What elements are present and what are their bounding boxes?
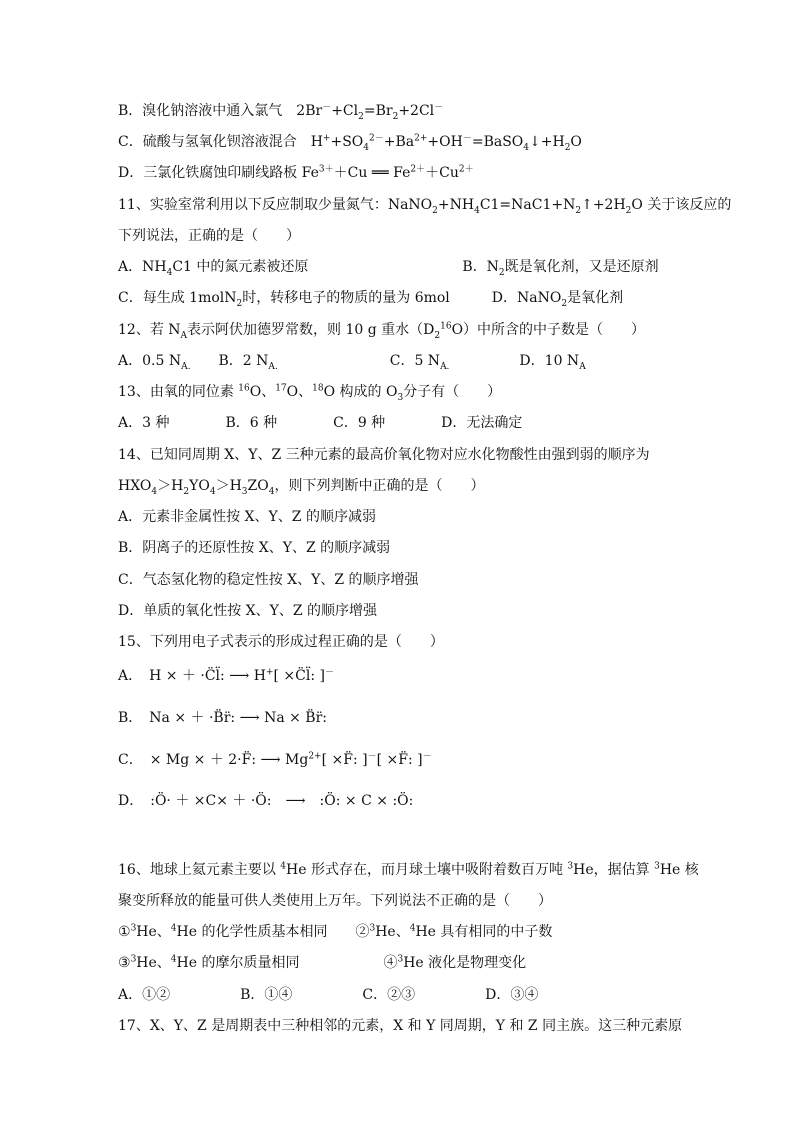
q13-options xyxy=(118,413,684,433)
q12-opts-text-0: A．0.5 N xyxy=(118,353,182,369)
q10-c-text-8: － xyxy=(462,133,472,144)
q11-stem-text-2: +NH xyxy=(437,197,475,213)
q15-a-text-1: + xyxy=(265,667,274,678)
q10-c-text-13: O xyxy=(570,134,582,150)
q11-stem-text-3: 4 xyxy=(474,205,480,216)
q11-cd-text-1: 2 xyxy=(236,298,243,309)
q12-options xyxy=(118,351,684,371)
q11-options-cd xyxy=(118,288,684,308)
q16-s12-text-6: He、 xyxy=(375,924,410,940)
q14-stem2-text-4: YO xyxy=(189,478,210,494)
q11-stem-text-8: O 关于该反应的 xyxy=(631,197,732,213)
q14-stem2-text-8: ZO xyxy=(247,478,269,494)
q11-stem-text-5: 2 xyxy=(575,205,582,216)
q16-statements-3-4 xyxy=(118,953,684,973)
q17-stem-text-0: 17、X、Y、Z 是周期表中三种相邻的元素，X 和 Y 同周期，Y 和 Z 同主族。这三种元素原 xyxy=(118,1018,683,1034)
q11-cd-text-3: 2 xyxy=(561,298,568,309)
q16-s12-text-1: 3 xyxy=(130,923,137,934)
q14-a-text-0: A．元素非金属性按 X、Y、Z 的顺序减弱 xyxy=(118,509,376,525)
q16-stem-text-1: 4 xyxy=(280,861,286,872)
q14-stem2-text-3: 2 xyxy=(183,486,190,497)
q16-s34-text-0: ③ xyxy=(118,955,131,971)
q10-d-text-5: 2＋ xyxy=(458,164,474,175)
q11-ab-text-2: C1 中的氮元素被还原 B．N xyxy=(172,259,499,275)
q15-a-text-2: [ ×C̈l̈: ] xyxy=(273,668,325,684)
q14-option-b xyxy=(118,538,684,558)
q11-ab-text-3: 2 xyxy=(498,267,505,278)
q11-stem-text-0: 11、实验室常利用以下反应制取少量氮气：NaNO xyxy=(118,197,433,213)
q15-stem-text-0: 15、下列用电子式表示的形成过程正确的是（ ） xyxy=(118,634,444,650)
q12-stem-text-1: A xyxy=(180,330,188,341)
q13-stem-text-2: O、 xyxy=(249,384,276,400)
q14-d-text-0: D．单质的氧化性按 X、Y、Z 的顺序增强 xyxy=(118,603,378,619)
q10-option-c xyxy=(118,132,684,152)
q11-cd-text-4: 是氧化剂 xyxy=(567,290,624,306)
q16-s12-text-8: He 具有相同的中子数 xyxy=(415,924,553,940)
q10-c-text-6: 2+ xyxy=(414,133,428,144)
q17-stem xyxy=(118,1016,684,1036)
q10-b-text-4: =Br xyxy=(363,103,393,119)
q15-c-text-1: 2+ xyxy=(308,751,322,762)
q10-b-text-5: 2 xyxy=(392,111,399,122)
q10-d-text-2: ＋Cu ══ Fe xyxy=(333,165,411,181)
q14-c-text-0: C．气态氢化物的稳定性按 X、Y、Z 的顺序增强 xyxy=(118,572,419,588)
q10-c-text-9: =BaSO xyxy=(471,134,524,150)
q13-stem xyxy=(118,382,684,402)
q15-option-b xyxy=(118,708,684,728)
q11-cd-text-2: 时，转移电子的物质的量为 6mol D．NaNO xyxy=(242,290,562,306)
q16-statements-1-2 xyxy=(118,922,684,942)
q16-s34-text-5: 3 xyxy=(397,954,404,965)
q15-a-text-0: A． H × ＋ ·C̈l̈: ⟶ H xyxy=(118,668,266,684)
q16-stem-text-0: 16、地球上氦元素主要以 xyxy=(118,862,281,878)
q16-opts-text-0: A．①② B．①④ C．②③ D．③④ xyxy=(118,987,539,1003)
q16-s34-text-6: He 液化是物理变化 xyxy=(403,955,527,971)
q15-c-text-4: [ ×F̈: ] xyxy=(376,752,423,768)
q11-cd-text-0: C．每生成 1molN xyxy=(118,290,237,306)
q13-stem-text-5: 18 xyxy=(312,383,324,394)
q16-s12-text-0: ① xyxy=(118,924,131,940)
q15-c-text-3: － xyxy=(367,751,377,762)
q16-stem-text-3: 3 xyxy=(567,861,574,872)
q15-option-c xyxy=(118,750,684,770)
q11-options-ab xyxy=(118,257,684,277)
q12-opts-text-6: D．10 N xyxy=(449,353,580,369)
q13-opts-text-0: A．3 种 B．6 种 C．9 种 D．无法确定 xyxy=(118,415,523,431)
q10-b-text-2: +Cl xyxy=(331,103,359,119)
q16-s12-text-4: He 的化学性质基本相同 ② xyxy=(176,924,370,940)
q14-stem2-text-10: ，则下列判断中正确的是（ ） xyxy=(274,478,485,494)
q16-options xyxy=(118,985,684,1005)
q10-option-d xyxy=(118,163,684,183)
q15-d-text-0: D． :Ö· ＋ ×C× ＋ ·Ö: ⟶ :Ö: × C × :Ö: xyxy=(118,793,414,809)
q14-stem2-text-6: ＞H xyxy=(215,478,242,494)
q12-opts-text-5: A. xyxy=(440,361,450,372)
q14-stem-text-0: 14、已知同周期 X、Y、Z 三种元素的最高价氧化物对应水化物酸性由强到弱的顺序为 xyxy=(118,447,650,463)
q11-stem-text-6: ↑+2H xyxy=(581,197,626,213)
q10-c-text-10: 4 xyxy=(523,142,530,153)
q14-stem2-text-5: 4 xyxy=(209,486,216,497)
q11-stem-text-1: 2 xyxy=(432,205,438,216)
q13-stem-text-7: 3 xyxy=(397,392,404,403)
q14-stem2-text-2: ＞H xyxy=(157,478,184,494)
q10-c-text-5: +Ba xyxy=(383,134,415,150)
q13-stem-text-0: 13、由氧的同位素 xyxy=(118,384,239,400)
q13-stem-text-6: O 构成的 O xyxy=(323,384,398,400)
q16-s34-text-4: He 的摩尔质量相同 ④ xyxy=(176,955,398,971)
q12-stem-text-4: 16 xyxy=(440,321,452,332)
q12-stem-text-2: 表示阿伏加德罗常数，则 10 g 重水（D xyxy=(187,322,435,338)
q13-stem-text-8: 分子有（ ） xyxy=(403,384,502,400)
q10-c-text-3: 4 xyxy=(363,142,370,153)
q14-stem2-text-7: 3 xyxy=(241,486,248,497)
q15-option-a xyxy=(118,666,684,686)
q11-stem2-text-0: 下列说法，正确的是（ ） xyxy=(118,228,300,244)
q10-b-text-3: 2 xyxy=(358,111,364,122)
q12-opts-text-7: A xyxy=(579,361,586,372)
q12-stem-text-3: 2 xyxy=(434,330,441,341)
q11-ab-text-4: 既是氧化剂，又是还原剂 xyxy=(504,259,659,275)
q14-b-text-0: B．阴离子的还原性按 X、Y、Z 的顺序减弱 xyxy=(118,540,391,556)
q11-stem-text-7: 2 xyxy=(625,205,632,216)
q16-s12-text-3: 4 xyxy=(170,923,177,934)
q14-stem2-text-9: 4 xyxy=(268,486,275,497)
q10-b-text-1: － xyxy=(322,102,332,113)
q13-stem-text-1: 16 xyxy=(238,383,250,394)
q15-stem xyxy=(118,632,684,652)
q10-c-text-2: +SO xyxy=(330,134,364,150)
q10-c-text-0: C．硫酸与氢氧化钡溶液混合 H xyxy=(118,134,323,150)
q16-stem-text-5: 3 xyxy=(654,861,660,872)
q14-option-d xyxy=(118,601,684,621)
q11-stem xyxy=(118,195,732,216)
q12-opts-text-2: B．2 N xyxy=(190,353,269,369)
q11-stem-text-4: C1=NaC1+N xyxy=(479,197,576,213)
q12-stem-text-5: O）中所含的中子数是（ ） xyxy=(451,322,646,338)
q16-s34-text-2: He、 xyxy=(136,955,171,971)
q10-b-text-7: － xyxy=(434,102,444,113)
q10-c-text-12: 2 xyxy=(564,142,571,153)
q15-c-text-2: [ ×F̈: ] xyxy=(321,752,368,768)
q14-stem xyxy=(118,445,684,465)
q16-stem-text-4: He，据估算 xyxy=(573,862,655,878)
q14-stem2-text-1: 4 xyxy=(151,486,158,497)
q15-b-text-0: B． Na × ＋ ·B̈r̈: ⟶ Na × B̈r̈: xyxy=(118,710,328,726)
q10-d-text-3: 2＋ xyxy=(410,164,426,175)
q15-c-text-5: － xyxy=(422,751,432,762)
q16-s34-text-1: 3 xyxy=(130,954,137,965)
q10-c-text-1: + xyxy=(322,133,331,144)
q10-c-text-11: ↓+H xyxy=(529,134,565,150)
q10-d-text-0: D．三氯化铁腐蚀印刷线路板 Fe xyxy=(118,165,319,181)
q10-d-text-1: 3＋ xyxy=(318,164,334,175)
q14-stem-continued xyxy=(118,476,684,496)
q10-d-text-4: ＋Cu xyxy=(425,165,459,181)
q16-s12-text-5: 3 xyxy=(369,923,376,934)
q15-a-text-3: － xyxy=(324,667,334,678)
q12-opts-text-1: A. xyxy=(181,361,191,372)
q16-stem xyxy=(118,860,699,880)
q14-option-a xyxy=(118,507,684,527)
q16-s34-text-3: 4 xyxy=(170,954,177,965)
q16-stem-text-2: He 形式存在，而月球土壤中吸附着数百万吨 xyxy=(286,862,568,878)
q15-option-d xyxy=(118,791,684,811)
q16-stem-continued xyxy=(118,891,684,911)
q13-stem-text-3: 17 xyxy=(275,383,287,394)
q10-option-b xyxy=(118,101,684,121)
q13-stem-text-4: O、 xyxy=(286,384,313,400)
q16-stem-text-6: He 核 xyxy=(659,862,699,878)
q10-c-text-7: +OH xyxy=(427,134,463,150)
q12-stem-text-0: 12、若 N xyxy=(118,322,181,338)
q12-stem xyxy=(118,320,684,340)
q11-ab-text-0: A．NH xyxy=(118,259,167,275)
q10-b-text-6: +2Cl xyxy=(398,103,435,119)
q10-c-text-4: 2－ xyxy=(369,133,384,144)
q16-s12-text-7: 4 xyxy=(409,923,416,934)
q11-stem-continued xyxy=(118,226,684,246)
q12-opts-text-3: A. xyxy=(268,361,278,372)
q16-stem2-text-0: 聚变所释放的能量可供人类使用上万年。下列说法不正确的是（ ） xyxy=(118,893,552,909)
q15-c-text-0: C． × Mg × ＋ 2·F̈: ⟶ Mg xyxy=(118,752,309,768)
q11-ab-text-1: 4 xyxy=(166,267,173,278)
q10-b-text-0: B．溴化钠溶液中通入氯气 2Br xyxy=(118,103,323,119)
q12-opts-text-4: C．5 N xyxy=(277,353,441,369)
q14-option-c xyxy=(118,570,684,590)
q16-s12-text-2: He、 xyxy=(136,924,171,940)
q14-stem2-text-0: HXO xyxy=(118,478,152,494)
